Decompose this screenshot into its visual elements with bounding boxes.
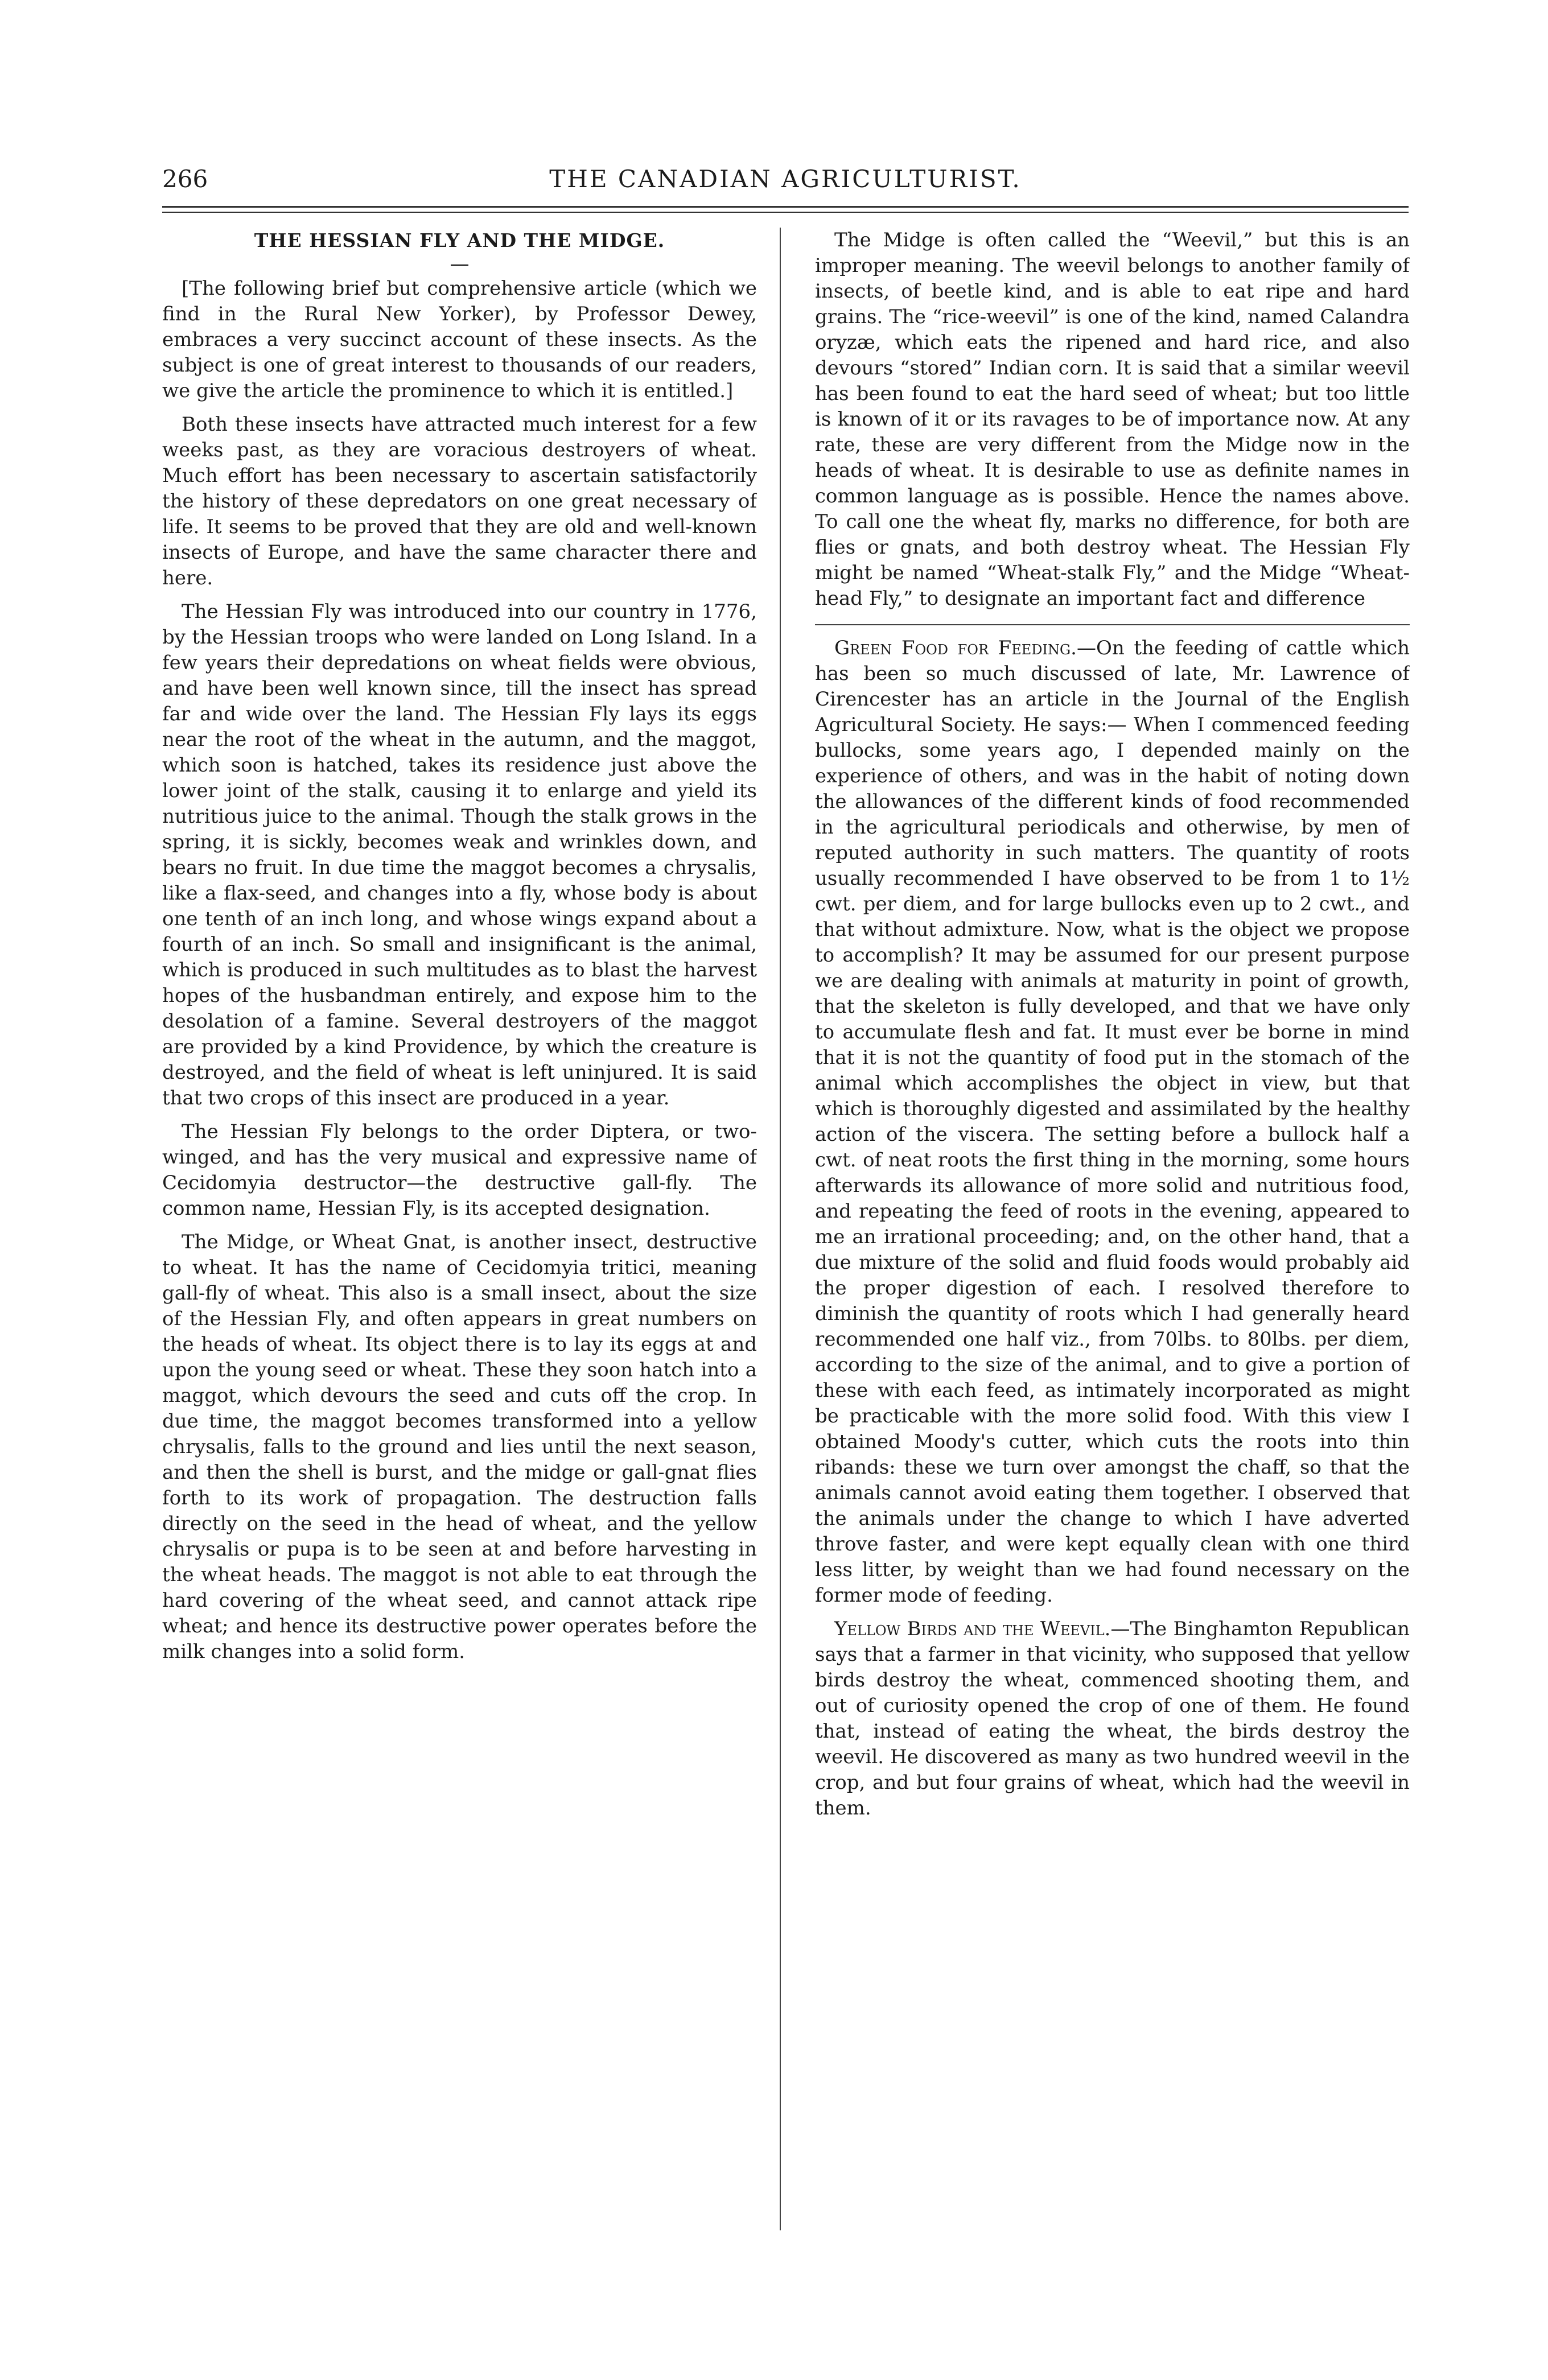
article-paragraph: The Midge is often called the “Weevil,” but this is an improper meaning. The weevil belongs to another family of insects, of beetle kind, and is able to eat ripe and hard grains. The “rice-weevil” is one of the kind, named Calandra oryzæ, which eats the ripened and hard rice, and also devours “stored” Indian corn. It is said that a similar weevil has been found to eat the hard seed of wheat; but too little is known of it or its ravages to be of importance now. At any rate, these are very different from the Midge now in the heads of wheat. It is desirable to use as definite names in common language as is possible. Hence the names above. To call one the wheat fly, marks no difference, for both are flies or gnats, and both destroy wheat. The Hessian Fly might be named “Wheat-stalk Fly,” and the Midge “Wheat-head Fly,” to designate an important fact and difference xyxy=(815,229,1410,610)
article-paragraph: The Midge, or Wheat Gnat, is another insect, destructive to wheat. It has the name of Cecidomyia tritici, meaning gall-fly of wheat. This also is a small insect, about the size of the Hessian Fly, and often appears in great numbers on the heads of wheat. Its object there is to lay its eggs at and upon the young seed or wheat. These they soon hatch into a maggot, which devours the seed and cuts off the crop. In due time, the maggot becomes transformed into a yellow chrysalis, falls to the ground and lies until the next season, and then the shell is burst, and the midge or gall-gnat flies forth to its work of propagation. The destruction falls directly on the seed in the head of wheat, and the yellow chrysalis or pupa is to be seen at and before harvesting in the wheat heads. The maggot is not able to eat through the hard covering of the wheat seed, and cannot attack ripe wheat; and hence its destructive power operates before the milk changes into a solid form. xyxy=(162,1231,757,1663)
article-heading: THE HESSIAN FLY AND THE MIDGE. xyxy=(254,229,665,251)
green-food-title: Green Food for Feeding. xyxy=(834,637,1077,659)
heading-dash: — xyxy=(450,253,470,275)
yellow-birds-body: —The Binghamton Republican says that a farmer in that vicinity, who supposed that yellow birds destroy the wheat, commenced shooting them, and out of curiosity opened the crop of one of them. He found that, instead of eating the wheat, the birds destroy the weevil. He discovered as many as two hundred weevil in the crop, and but four grains of wheat, which had the weevil in them. xyxy=(815,1618,1410,1820)
green-food-body: —On the feeding of cattle which has been so much discussed of late, Mr. Lawrence of Cirencester has an article in the Journal of the English Agricultural Society. He says:— When I commenced feeding bullocks, some years ago, I depended mainly on the experience of others, and was in the habit of noting down the allowances of the different kinds of food recommended in the agricultural periodicals and otherwise, by men of reputed authority in such matters. The quantity of roots usually recommended I have observed to be from 1 to 1½ cwt. per diem, and for large bullocks even up to 2 cwt., and that without admixture. Now, what is the object we propose to accomplish? It may be assumed for our present purpose we are dealing with animals at maturity in point of growth, that the skeleton is fully developed, and that we have only to accumulate flesh and fat. It must ever be borne in mind that it is not the quantity of food put in the stomach of the animal which accomplishes the object in view, but that which is thoroughly digested and assimilated by the healthy action of the viscera. The setting before a bullock half a cwt. of neat roots the first thing in the morning, some hours afterwards its allowance of more solid and nutritious food, and repeating the feed of roots in the evening, appeared to me an irrational proceeding; and, on the other hand, that a due mixture of the solid and fluid foods would probably aid the proper digestion of each. I resolved therefore to diminish the quantity of roots which I had generally heard recommended one half viz., from 70lbs. to 80lbs. per diem, according to the size of the animal, and to give a portion of these with each feed, as intimately incorporated as might be practicable with the more solid food. With this view I obtained Moody's cutter, which cuts the roots into thin ribands: these we turn over amongst the chaff, so that the animals cannot avoid eating them together. I observed that the animals under the change to which I have adverted throve faster, and were kept equally clean with one third less litter, by weight than we had found necessary on the former mode of feeding. xyxy=(815,637,1410,1607)
green-food-article xyxy=(815,636,1410,1608)
running-title: THE CANADIAN AGRICULTURIST. xyxy=(549,165,1022,193)
left-column xyxy=(162,228,757,2230)
yellow-birds-article xyxy=(815,1616,1410,1821)
article-paragraph: Both these insects have attracted much interest for a few weeks past, as they are voracious destroyers of wheat. Much effort has been necessary to ascertain satisfactorily the history of these depredators on one great necessary of life. It seems to be proved that they are old and well-known insects of Europe, and have the same character there and here. xyxy=(162,413,757,589)
section-separator xyxy=(815,624,1410,625)
yellow-birds-title: Yellow Birds and the Weevil. xyxy=(834,1618,1111,1640)
article-paragraph: The Hessian Fly was introduced into our country in 1776, by the Hessian troops who were landed on Long Island. In a few years their depredations on wheat fields were obvious, and have been well known since, till the insect has spread far and wide over the land. The Hessian Fly lays its eggs near the root of the wheat in the autumn, and the maggot, which soon is hatched, takes its residence just above the lower joint of the stalk, causing it to enlarge and yield its nutritious juice to the animal. Though the stalk grows in the spring, it is sickly, becomes weak and wrinkles down, and bears no fruit. In due time the maggot becomes a chrysalis, like a flax-seed, and changes into a fly, whose body is about one tenth of an inch long, and whose wings expand about a fourth of an inch. So small and insignificant is the animal, which is produced in such multitudes as to blast the harvest hopes of the husbandman entirely, and expose him to the desolation of a famine. Several destroyers of the maggot are provided by a kind Providence, by which the creature is destroyed, and the field of wheat is left uninjured. It is said that two crops of this insect are produced in a year. xyxy=(162,600,757,1109)
article-paragraph: The Hessian Fly belongs to the order Diptera, or two-winged, and has the very musical and expressive name of Cecidomyia destructor—the destructive gall-fly. The common name, Hessian Fly, is its accepted designation. xyxy=(162,1120,757,1220)
page-number: 266 xyxy=(162,165,208,193)
page-header xyxy=(162,165,1409,199)
header-rule xyxy=(162,206,1409,208)
header-rule-thin xyxy=(162,212,1409,213)
right-column xyxy=(815,228,1410,2230)
column-divider xyxy=(780,228,781,2230)
intro-paragraph: [The following brief but comprehensive article (which we find in the Rural New Yorker), by Professor Dewey, embraces a very succinct account of these insects. As the subject is one of great interest to thousands of our readers, we give the article the prominence to which it is entitled.] xyxy=(162,277,757,402)
